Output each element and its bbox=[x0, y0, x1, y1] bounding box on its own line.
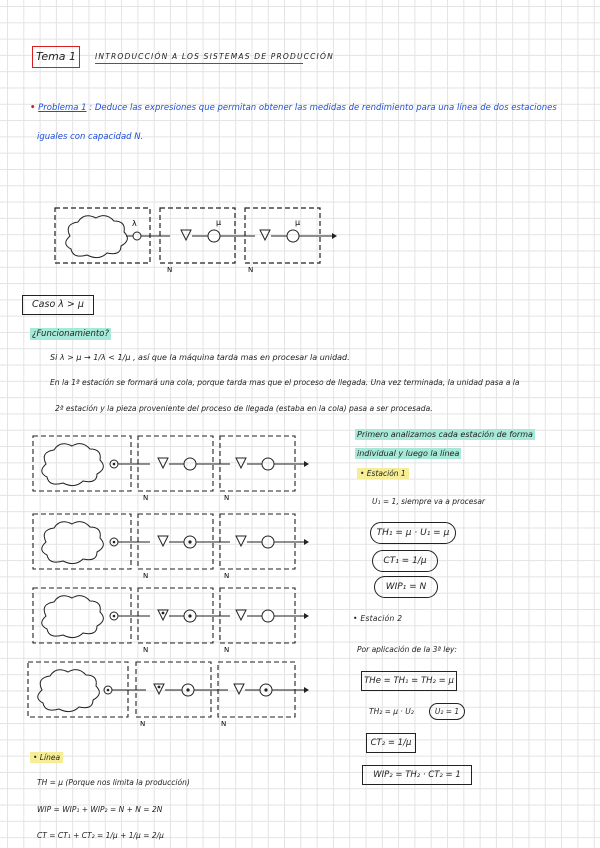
state-diagram-1 bbox=[33, 436, 309, 502]
queue-triangle-icon-2 bbox=[260, 230, 270, 240]
state-diagram-2 bbox=[33, 514, 309, 580]
problem-text-line2: iguales con capacidad N. bbox=[37, 132, 144, 142]
lambda-label-1: λ bbox=[132, 219, 137, 228]
buffer-label: N bbox=[224, 572, 230, 580]
page-title: INTRODUCCIÓN A LOS SISTEMAS DE PRODUCCIÓN bbox=[95, 52, 334, 61]
cloud-icon bbox=[42, 444, 104, 486]
linea-heading-text: • Línea bbox=[30, 752, 63, 763]
station1-th: TH₁ = μ · U₁ = μ bbox=[370, 522, 456, 544]
funcionamiento-line1: Si λ > μ → 1/λ < 1/μ , así que la máquina tarda mas en procesar la unidad. bbox=[50, 353, 350, 362]
buffer-label: N bbox=[143, 494, 149, 502]
analysis-intro-line2 bbox=[355, 449, 461, 458]
buffer-label: N bbox=[224, 646, 230, 654]
machine-circle-icon-1 bbox=[208, 230, 220, 242]
state-diagram-3 bbox=[33, 588, 309, 654]
linea-wip: WIP = WIP₁ + WIP₂ = N + N = 2N bbox=[37, 805, 163, 814]
funcionamiento-line3: 2ª estación y la pieza proveniente del proceso de llegada (estaba en la cola) pasa a ser procesada. bbox=[55, 404, 433, 413]
buffer-label: N bbox=[140, 720, 146, 728]
station1-note: U₁ = 1, siempre va a procesar bbox=[372, 497, 485, 506]
caso-label: Caso λ > μ bbox=[22, 295, 94, 315]
station2-u2: U₂ = 1 bbox=[429, 703, 465, 720]
state-diagram-4 bbox=[28, 662, 309, 728]
station1-heading-text: • Estación 1 bbox=[357, 468, 409, 479]
problem-bullet: • bbox=[30, 103, 36, 113]
linea-heading bbox=[30, 753, 63, 762]
mu-label-2: μ bbox=[295, 218, 301, 227]
machine-circle-icon bbox=[184, 458, 196, 470]
arrival-circle-icon bbox=[133, 232, 141, 240]
analysis-intro-line1 bbox=[355, 430, 535, 439]
tema-label: Tema 1 bbox=[32, 46, 80, 68]
title-underline bbox=[95, 63, 303, 64]
queue-triangle-icon-1 bbox=[181, 230, 191, 240]
problem-label: Problema 1 bbox=[38, 103, 87, 113]
station1-ct: CT₁ = 1/μ bbox=[372, 550, 438, 572]
analysis-intro-line1-text: Primero analizamos cada estación de forma bbox=[357, 430, 533, 439]
line-diagram-main bbox=[40, 200, 350, 280]
funcionamiento-heading bbox=[30, 329, 111, 339]
station2-th-equality: THe = TH₁ = TH₂ = μ bbox=[361, 671, 457, 691]
problem-statement bbox=[30, 103, 557, 113]
station2-heading: • Estación 2 bbox=[353, 614, 403, 623]
cloud-icon bbox=[66, 216, 128, 258]
linea-th: TH = μ (Porque nos limita la producción) bbox=[37, 778, 190, 787]
station2-ct: CT₂ = 1/μ bbox=[366, 733, 416, 753]
station1-wip: WIP₁ = N bbox=[374, 576, 438, 598]
mu-label-1: μ bbox=[216, 218, 222, 227]
funcionamiento-heading-text: ¿Funcionamiento? bbox=[32, 329, 109, 339]
funcionamiento-line2: En la 1ª estación se formará una cola, porque tarda mas que el proceso de llegada. Una vez terminada, la unidad pasa a la bbox=[50, 378, 520, 387]
station2-note: Por aplicación de la 3ª ley: bbox=[357, 645, 457, 654]
buffer-label: N bbox=[143, 572, 149, 580]
queue-triangle-icon bbox=[158, 458, 168, 468]
station1-heading bbox=[357, 469, 409, 478]
output-arrow-icon bbox=[332, 233, 337, 239]
buffer-label: N bbox=[143, 646, 149, 654]
buffer-label-2: N bbox=[248, 266, 254, 274]
state-diagrams bbox=[28, 428, 318, 738]
station2-th2: TH₂ = μ · U₂ bbox=[369, 707, 414, 716]
problem-text-line1: : Deduce las expresiones que permitan obtener las medidas de rendimiento para una línea de dos estaciones bbox=[89, 103, 557, 113]
analysis-intro-line2-text: individual y luego la línea bbox=[357, 449, 460, 458]
buffer-label: N bbox=[221, 720, 227, 728]
machine-circle-icon-2 bbox=[287, 230, 299, 242]
buffer-label: N bbox=[224, 494, 230, 502]
linea-ct: CT = CT₁ + CT₂ = 1/μ + 1/μ = 2/μ bbox=[37, 831, 164, 840]
buffer-label-1: N bbox=[167, 266, 173, 274]
station2-wip: WIP₂ = TH₂ · CT₂ = 1 bbox=[362, 765, 472, 785]
